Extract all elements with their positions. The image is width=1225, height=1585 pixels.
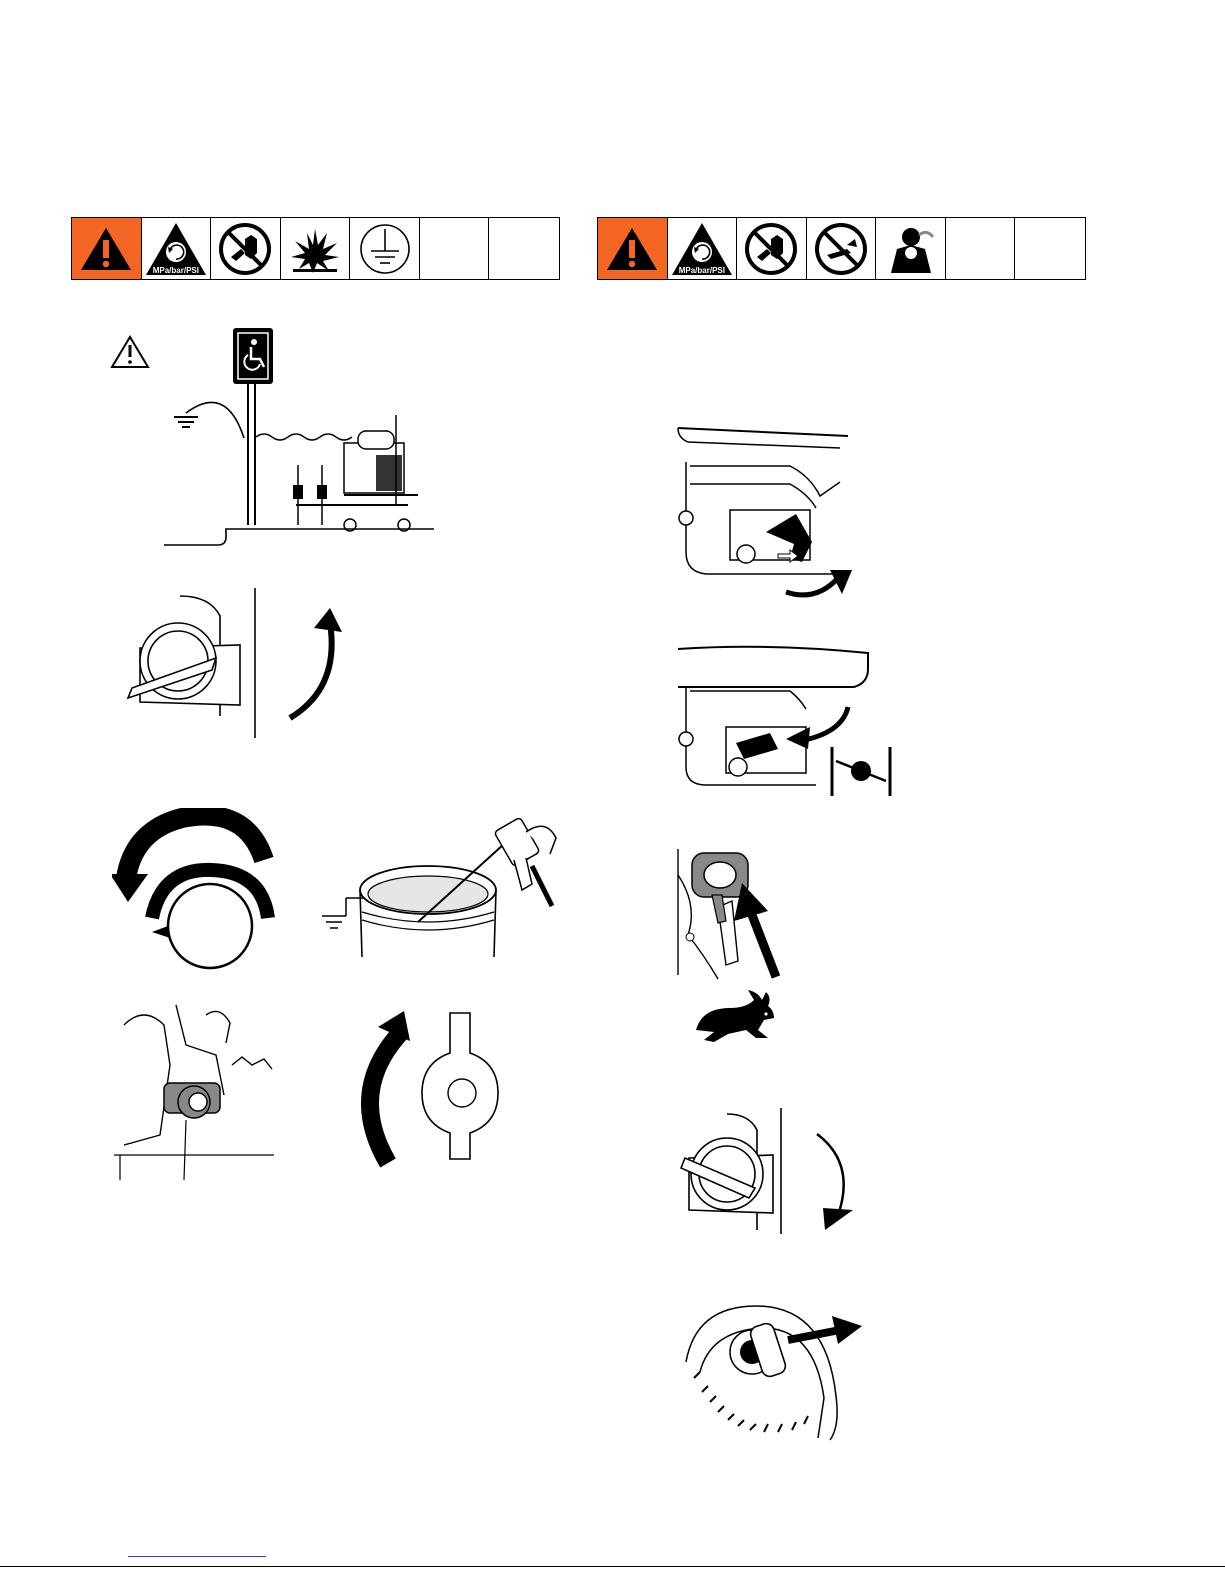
explosion-icon <box>281 218 351 279</box>
rotate-clockwise-arrow-icon <box>370 1011 410 1163</box>
footer-link-underline[interactable] <box>128 1556 266 1557</box>
pull-right-arrow-icon <box>788 1316 862 1344</box>
ground-icon <box>350 218 420 279</box>
line-striper-machine <box>293 415 418 531</box>
hazard-symbol-strip-right <box>597 217 1086 280</box>
engine-choke-lever-illustration <box>670 422 855 602</box>
no-hand-spray-icon <box>211 218 281 279</box>
ground-wire <box>174 402 352 440</box>
footer-rule <box>0 1566 1225 1567</box>
engine-switch-knob-illustration <box>675 1108 875 1238</box>
ground-surface-line <box>164 529 434 545</box>
open-drain-valve-illustration <box>338 1005 508 1170</box>
grounding-sprayer-illustration <box>108 325 438 550</box>
ground-icon <box>322 898 364 928</box>
rotate-clockwise-arrow-icon <box>817 1134 853 1230</box>
flush-gun-into-pail-illustration <box>318 812 563 967</box>
pressure-control-knob-illustration <box>112 808 282 973</box>
pressure-relief-icon <box>668 218 738 279</box>
prime-valve-knob-illustration <box>120 588 360 738</box>
rotate-counterclockwise-arrow-icon <box>290 608 342 718</box>
blank-symbol-cell <box>946 218 1016 279</box>
blank-symbol-cell <box>1015 218 1085 279</box>
pressure-relief-icon <box>142 218 212 279</box>
breathing-hazard-icon <box>876 218 946 279</box>
engine-fuel-valve-illustration <box>114 1005 274 1180</box>
warning-icon <box>72 218 142 279</box>
fuel-valve-lever <box>164 1083 220 1118</box>
caution-triangle-icon <box>112 337 148 367</box>
no-spray-fire-icon <box>807 218 877 279</box>
recoil-starter-pull-illustration <box>680 1302 870 1442</box>
blank-symbol-cell <box>420 218 490 279</box>
blank-symbol-cell <box>489 218 559 279</box>
hazard-symbol-strip-left <box>71 217 560 280</box>
engine-choke-closed-illustration <box>670 643 900 803</box>
starter-grip-teeth <box>694 1372 808 1432</box>
pressure-units-label: MPa/bar/PSI <box>152 266 199 275</box>
up-arrow-icon <box>734 883 776 977</box>
engine-throttle-lever-illustration <box>672 845 802 980</box>
pressure-units-label: MPa/bar/PSI <box>678 266 725 275</box>
warning-icon <box>598 218 668 279</box>
no-hand-spray-icon <box>737 218 807 279</box>
choke-closed-symbol-icon <box>832 747 890 796</box>
rabbit-fast-speed-icon <box>690 990 775 1055</box>
